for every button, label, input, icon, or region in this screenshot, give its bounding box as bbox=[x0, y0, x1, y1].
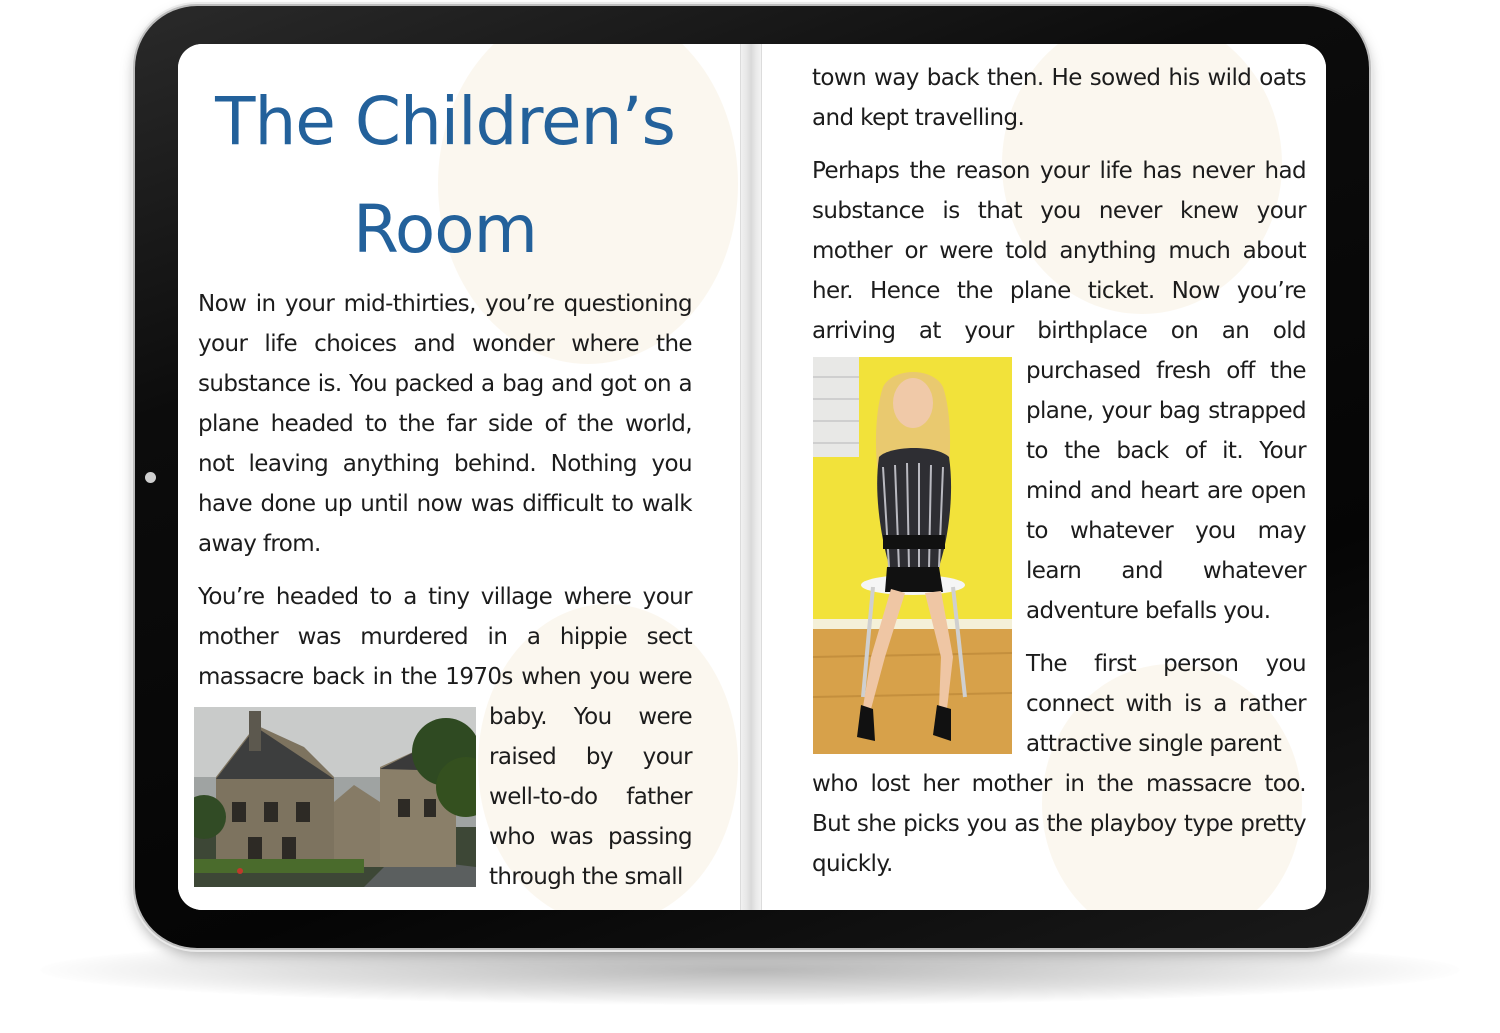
left-paragraph-2: You’re headed to a tiny village where your mother was murdered in a hippie sect massacre back in the 1970s when you were bbox=[198, 584, 692, 690]
right-paragraph-1: town way back then. He sowed his wild oats and kept travelling. bbox=[812, 65, 1306, 131]
front-camera-icon bbox=[145, 472, 156, 483]
left-paragraph-1: Now in your mid-thirties, you’re questioning your life choices and wonder where the substance is. You packed a bag and got on a plane headed to the far side of the world, not leaving anything behind. Nothing you have done up until now was difficult to walk away from. bbox=[198, 291, 692, 557]
right-paragraph-5: who lost her mother in the massacre too. But she picks you as the playboy type pretty quickly. bbox=[812, 771, 1306, 877]
tablet-screen bbox=[178, 44, 1326, 910]
right-paragraph-3: purchased fresh off the plane, your bag strapped to the back of it. Your mind and heart are open to whatever you may learn and whatever adventure befalls you. bbox=[1026, 358, 1306, 624]
book-title: The Children’s Room bbox=[215, 83, 675, 268]
right-paragraph-4: The first person you connect with is a rather attractive single parent bbox=[1026, 651, 1306, 757]
right-page[interactable] bbox=[762, 44, 1326, 910]
left-paragraph-3: baby. You were raised by your well-to-do father who was passing through the small bbox=[489, 704, 692, 890]
right-paragraph-2: Perhaps the reason your life has never had substance is that you never knew your mother or were told anything much about her. Hence the plane ticket. Now you’re arriving at your birthplace on an old bbox=[812, 158, 1306, 344]
page-spine bbox=[740, 44, 762, 910]
left-page[interactable] bbox=[178, 44, 740, 910]
woman-portrait-photo bbox=[813, 357, 1012, 754]
village-photo bbox=[194, 707, 476, 887]
